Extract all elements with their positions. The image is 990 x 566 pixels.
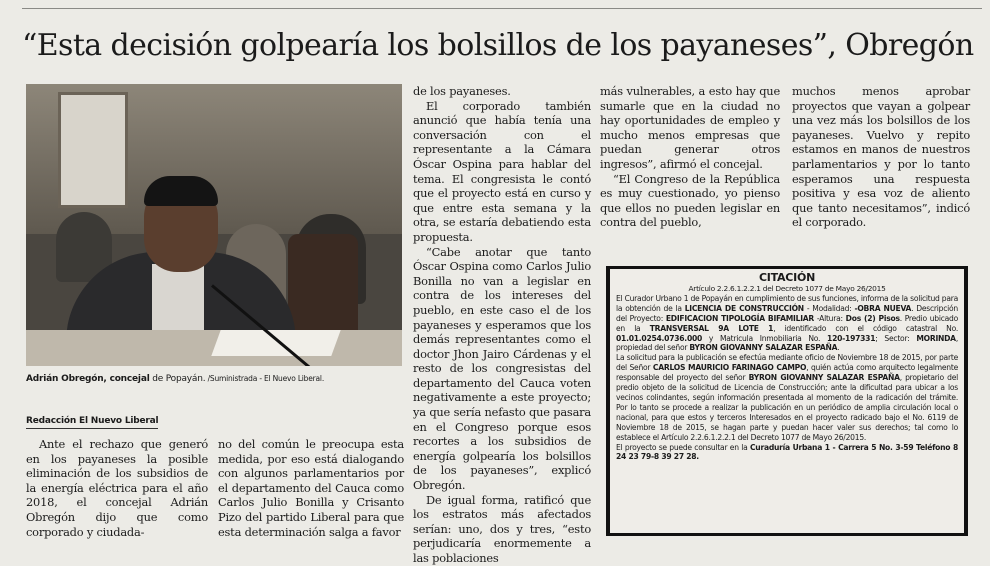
paragraph: Ante el rechazo que generó en los payaneses la posible eliminación de los subsidios de la energía eléctrica para el año 2018, el concejal Adrián Obregón dijo que como corporado y ciudada- <box>26 437 208 539</box>
byline: Redacción El Nuevo Liberal <box>26 416 158 429</box>
paragraph: más vulnerables, a esto hay que sumarle que en la ciudad no hay oportunidades de empleo y mucho menos empresas que puedan generar otros ingresos”, afirmó el concejal. <box>600 84 780 171</box>
article-column-3 <box>413 84 591 566</box>
paragraph: El corporado también anunció que había tenía una conversación con el representante a la Cámara Óscar Ospina para hablar del tema. El congresista le contó que el proyecto está en curso y que entre esta semana y la otra, se estaría debatiendo esta propuesta. <box>413 98 591 244</box>
top-rule <box>22 8 982 9</box>
article-column-5 <box>792 84 970 230</box>
caption-rest: de Popayán. <box>149 374 206 384</box>
paragraph: De igual forma, ratificó que los estratos más afectados serían: uno, dos y tres, “esto perjudicaría enormemente a las poblaciones <box>413 492 591 565</box>
paragraph: de los payaneses. <box>413 84 511 98</box>
paragraph: muchos menos aprobar proyectos que vayan a golpear una vez más los bolsillos de los payaneses. Vuelvo y repito estamos en manos de nuestros parlamentarios y por lo tanto esperamos una respuesta positiva y esa voz de aliento que tanto necesitamos”, indicó el corporado. <box>792 84 970 230</box>
headline: “Esta decisión golpearía los bolsillos de los payaneses”, Obregón <box>22 28 974 63</box>
notice-title: CITACIÓN <box>758 271 816 284</box>
caption-credit: /Suministrada - El Nuevo Liberal. <box>205 374 324 383</box>
paragraph: no del común le preocupa esta medida, por eso está dialogando con algunos parlamentarios por el departamento del Cauca como Carlos Julio Bonilla y Crisanto Pizo del partido Liberal para que esta determinación salga a favor <box>218 437 404 539</box>
paragraph: “El Congreso de la República es muy cuestionado, yo pienso que ellos no pueden legislar en contra del pueblo, <box>600 171 780 230</box>
caption-name: Adrián Obregón, concejal <box>26 374 150 384</box>
notice-paragraph-2: La solicitud para la publicación se efectúa mediante oficio de Noviembre 18 de 2015, por parte del Señor CARLOS MAURICIO FARINAGO CAMPO, quién actúa como arquitecto legalmente responsable del proyecto del señor BYRON GIOVANNY SALAZAR ESPAÑA, propietario del predio objeto de la solicitud de Licencia de Construcción; ante la dificultad para ubicar a los vecinos colindantes, según información presentada al momento de la radicación del trámite. Por lo tanto se procede a realizar la publicación en un periódico de amplia circulación local o nacional, para que estos y terceros Interesados en el proyecto radicado bajo el No. 6119 de Noviembre 18 de 2015, se hagan parte y puedan hacer valer sus derechos; tal como lo establece el Artículo 2.2.6.1.2.2.1 del Decreto 1077 de Mayo 26/2015. <box>616 353 958 442</box>
notice-subtitle: Artículo 2.2.6.1.2.2.1 del Decreto 1077 de Mayo 26/2015 <box>688 284 886 293</box>
photo-caption <box>26 374 406 384</box>
article-column-1 <box>26 437 208 539</box>
legal-notice-box <box>606 266 968 536</box>
article-column-4 <box>600 84 780 230</box>
paragraph: “Cabe anotar que tanto Óscar Ospina como Carlos Julio Bonilla no van a legislar en contra de los intereses del pueblo, en este caso el de los payaneses y esperamos que los demás representantes como el doctor Jhon Jairo Cárdenas y el resto de los congresistas del departamento del Cauca voten negativamente a este proyecto; ya que sería nefasto que pasara en el Congreso porque esos recortes a los subsidios de energía golpearía los bolsillos de los payaneses”, explicó Obregón. <box>413 244 591 493</box>
article-photo <box>26 84 402 366</box>
article-column-2 <box>218 437 404 539</box>
notice-paragraph-1: El Curador Urbano 1 de Popayán en cumplimiento de sus funciones, informa de la solicitud para la obtención de la LICENCIA DE CONSTRUCCIÓN - Modalidad: -OBRA NUEVA. Descripción del Proyecto: EDIFICACION TIPOLOGÍA BIFAMILIAR -Altura: Dos (2) Pisos. Predio ubicado en la TRANSVERSAL 9A LOTE 1, identificado con el código catastral No. 01.01.0254.0736.000 y Matricula Inmobiliaria No. 120-197331; Sector: MORINDA, propiedad del señor BYRON GIOVANNY SALAZAR ESPAÑA. <box>616 293 958 353</box>
notice-paragraph-3: El proyecto se puede consultar en la Curaduría Urbana 1 - Carrera 5 No. 3-59 Teléfono 8 24 23 79-8 39 27 28. <box>616 442 958 462</box>
